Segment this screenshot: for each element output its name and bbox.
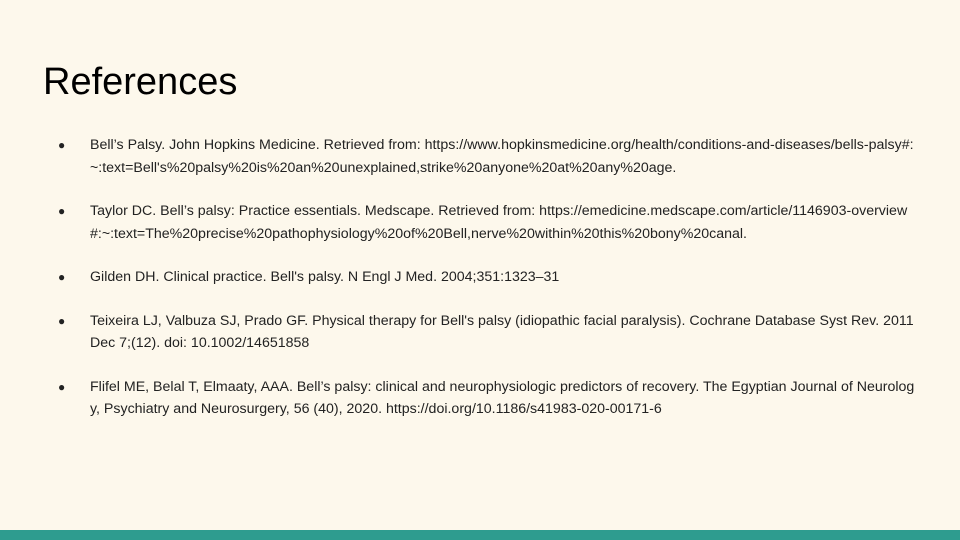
reference-item (58, 376, 916, 421)
bullet-icon: ● (58, 379, 66, 394)
reference-item (58, 134, 916, 179)
reference-text: Flifel ME, Belal T, Elmaaty, AAA. Bell’s palsy: clinical and neurophysiologic predictors of recovery. The Egyptian Journal of Neurology, Psychiatry and Neurosurgery, 56 (40), 2020. https://doi.org/10.1186/s41983-020-00171-6 (90, 378, 915, 417)
reference-text: Bell’s Palsy. John Hopkins Medicine. Retrieved from: https://www.hopkinsmedicine.org/health/conditions-and-diseases/bells-palsy#:~:text=Bell's%20palsy%20is%20an%20unexplained,strike%20anyone%20at%20any%20age. (90, 137, 914, 176)
reference-item (58, 266, 916, 289)
reference-item (58, 310, 916, 355)
reference-text: Taylor DC. Bell’s palsy: Practice essentials. Medscape. Retrieved from: https://emedicine.medscape.com/article/1146903-overview#:~:text=The%20precise%20pathophysiology%20of%20Bell,nerve%20within%20this%20bony%20canal. (90, 203, 908, 242)
slide-title: References (43, 61, 238, 103)
bullet-icon: ● (58, 204, 66, 218)
bullet-icon: ● (58, 138, 66, 152)
bullet-icon: ● (58, 313, 66, 328)
references-list (58, 134, 916, 442)
bottom-accent-bar (0, 530, 960, 540)
reference-text: Gilden DH. Clinical practice. Bell's palsy. N Engl J Med. 2004;351:1323–31 (90, 269, 560, 285)
bullet-icon: ● (58, 270, 66, 284)
reference-item (58, 200, 916, 245)
reference-text: Teixeira LJ, Valbuza SJ, Prado GF. Physical therapy for Bell's palsy (idiopathic facial paralysis). Cochrane Database Syst Rev. 2011 Dec 7;(12). doi: 10.1002/14651858 (90, 312, 914, 351)
